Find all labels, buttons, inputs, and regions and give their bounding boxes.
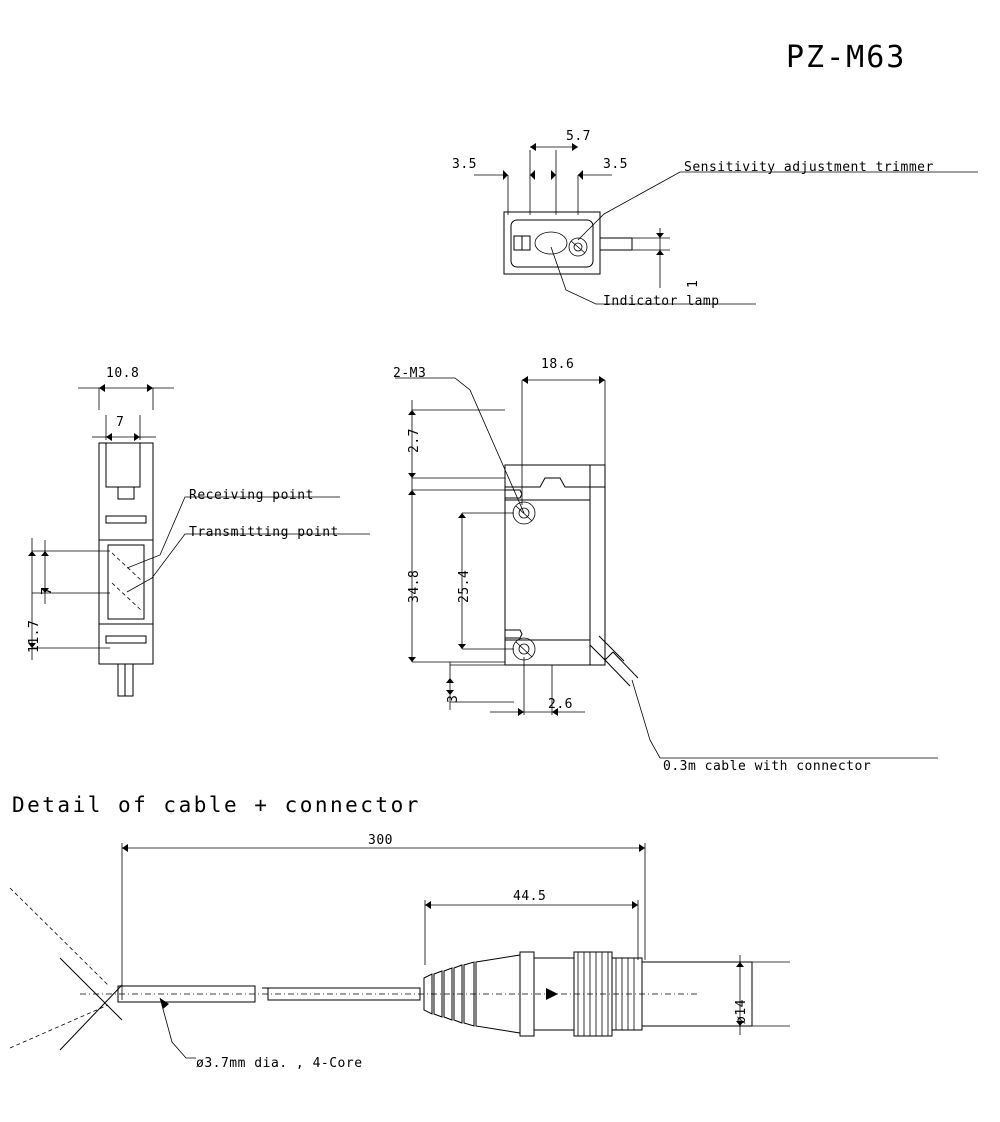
dim-front-34p8: 34.8 — [407, 569, 422, 603]
callout-receiving-point: Receiving point — [189, 488, 314, 503]
callout-indicator-lamp: Indicator lamp — [603, 294, 720, 309]
part-number-title: PZ-M63 — [786, 40, 907, 75]
dim-front-2p7: 2.7 — [407, 428, 422, 453]
dim-front-2-m3: 2-M3 — [393, 366, 427, 381]
dim-top-3p5-left: 3.5 — [452, 157, 477, 172]
dim-front-25p4: 25.4 — [457, 569, 472, 603]
dim-top-5p7: 5.7 — [566, 129, 591, 144]
dim-side-11p7: 11.7 — [27, 619, 42, 653]
dim-side-10p8: 10.8 — [106, 366, 140, 381]
callout-sensitivity-trimmer: Sensitivity adjustment trimmer — [684, 160, 934, 175]
dim-front-3: 3 — [446, 694, 461, 703]
dim-connector-diameter: ø14 — [734, 999, 749, 1024]
dim-side-7-left: 7 — [40, 586, 55, 595]
section-title-cable-detail: Detail of cable + connector — [12, 793, 421, 817]
dim-cable-300: 300 — [368, 833, 393, 848]
dim-top-1: 1 — [686, 279, 701, 288]
dim-front-2p6: 2.6 — [548, 697, 573, 712]
callout-cable-core: ø3.7mm dia. , 4-Core — [196, 1056, 363, 1071]
callout-cable-with-connector: 0.3m cable with connector — [663, 759, 872, 774]
dim-cable-44p5: 44.5 — [513, 889, 547, 904]
callout-transmitting-point: Transmitting point — [189, 525, 339, 540]
dim-side-7-top: 7 — [116, 415, 125, 430]
dim-front-18p6: 18.6 — [541, 357, 575, 372]
dim-top-3p5-right: 3.5 — [603, 157, 628, 172]
